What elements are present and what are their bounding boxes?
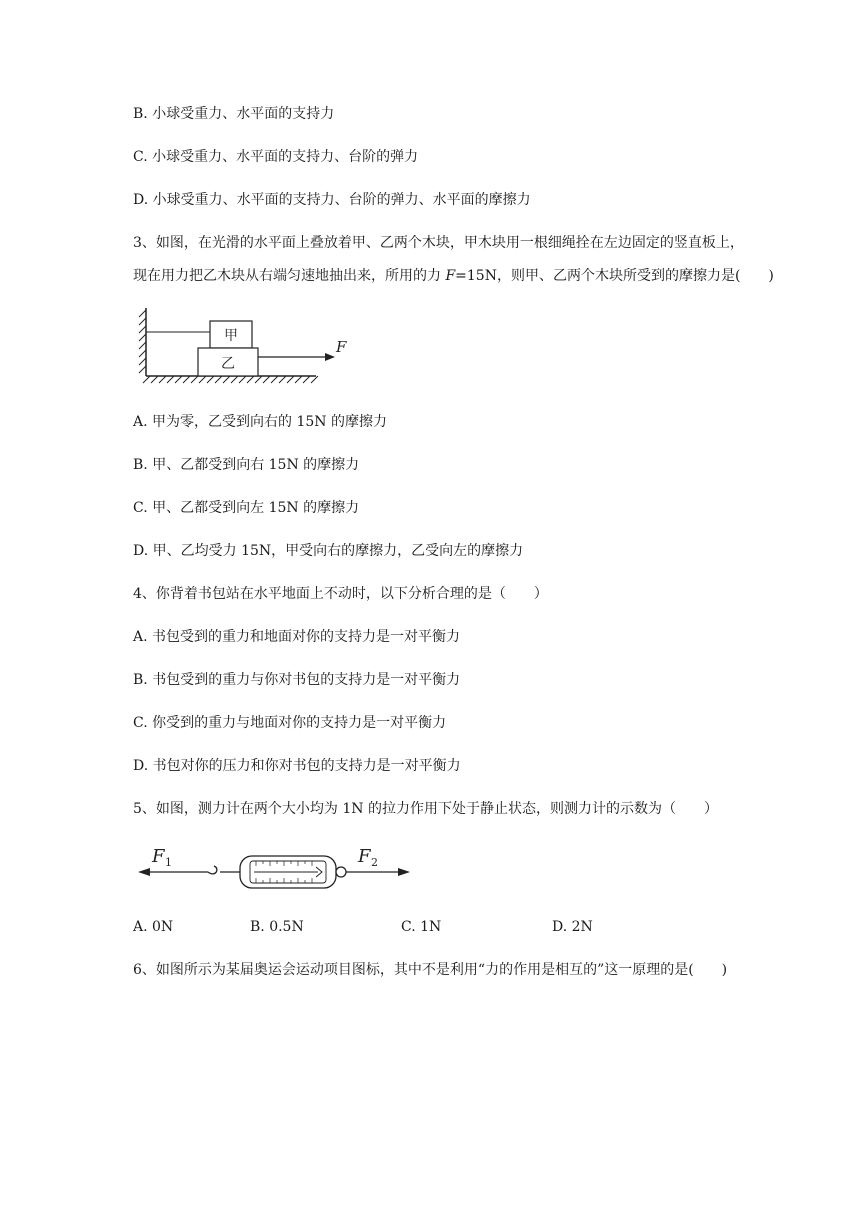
q4-option-d: D. 书包对你的压力和你对书包的支持力是一对平衡力 [133, 758, 461, 774]
q2-option-b: B. 小球受重力、水平面的支持力 [133, 106, 335, 122]
q3-stem-pre: 现在用力把乙木块从右端匀速地抽出来，所用的力 [133, 268, 446, 284]
q2-option-d: D. 小球受重力、水平面的支持力、台阶的弹力、水平面的摩擦力 [133, 192, 531, 208]
left-force-label: F [152, 846, 165, 867]
right-force-subscript: 2 [371, 856, 378, 869]
force-label: F [336, 338, 347, 356]
q5-option-d: D. 2N [552, 919, 593, 935]
q3-stem-line1: 3、如图，在光滑的水平面上叠放着甲、乙两个木块，甲木块用一根细绳拴在左边固定的竖直板上， [133, 235, 744, 251]
q2-option-c: C. 小球受重力、水平面的支持力、台阶的弹力 [133, 149, 419, 165]
q6-stem: 6、如图所示为某届奥运会运动项目图标，其中不是利用“力的作用是相互的”这一原理的是( ) [133, 962, 728, 978]
q4-option-c: C. 你受到的重力与地面对你的支持力是一对平衡力 [133, 715, 447, 731]
q3-option-d: D. 甲、乙均受力 15N，甲受向右的摩擦力，乙受向左的摩擦力 [133, 543, 524, 559]
q5-option-a: A. 0N [133, 919, 174, 935]
left-force-subscript: 1 [165, 856, 172, 869]
q3-figure-blocks [136, 302, 356, 386]
q3-option-c: C. 甲、乙都受到向左 15N 的摩擦力 [133, 500, 360, 516]
q4-option-b: B. 书包受到的重力与你对书包的支持力是一对平衡力 [133, 672, 461, 688]
q3-option-b: B. 甲、乙都受到向右 15N 的摩擦力 [133, 457, 360, 473]
q3-stem-line2 [133, 266, 774, 286]
q4-stem: 4、你背着书包站在水平地面上不动时，以下分析合理的是（ ） [133, 586, 548, 602]
scale-ring [336, 867, 346, 877]
q4-option-a: A. 书包受到的重力和地面对你的支持力是一对平衡力 [133, 629, 461, 645]
block-jia-label: 甲 [224, 328, 238, 344]
force-arrow-head [325, 353, 335, 361]
right-force-label: F [358, 846, 371, 867]
q3-stem-post: =15N，则甲、乙两个木块所受到的摩擦力是( ) [455, 268, 774, 284]
q3-stem-force-symbol: F [445, 268, 456, 284]
q5-option-b: B. 0.5N [250, 919, 304, 935]
q5-stem: 5、如图，测力计在两个大小均为 1N 的拉力作用下处于静止状态，则测力计的示数为（ ） [133, 801, 718, 817]
q5-figure-spring-scale [136, 838, 412, 894]
q3-option-a: A. 甲为零，乙受到向右的 15N 的摩擦力 [133, 414, 387, 430]
block-yi-label: 乙 [221, 356, 235, 372]
q5-option-c: C. 1N [401, 919, 442, 935]
right-arrow-head [398, 868, 410, 876]
